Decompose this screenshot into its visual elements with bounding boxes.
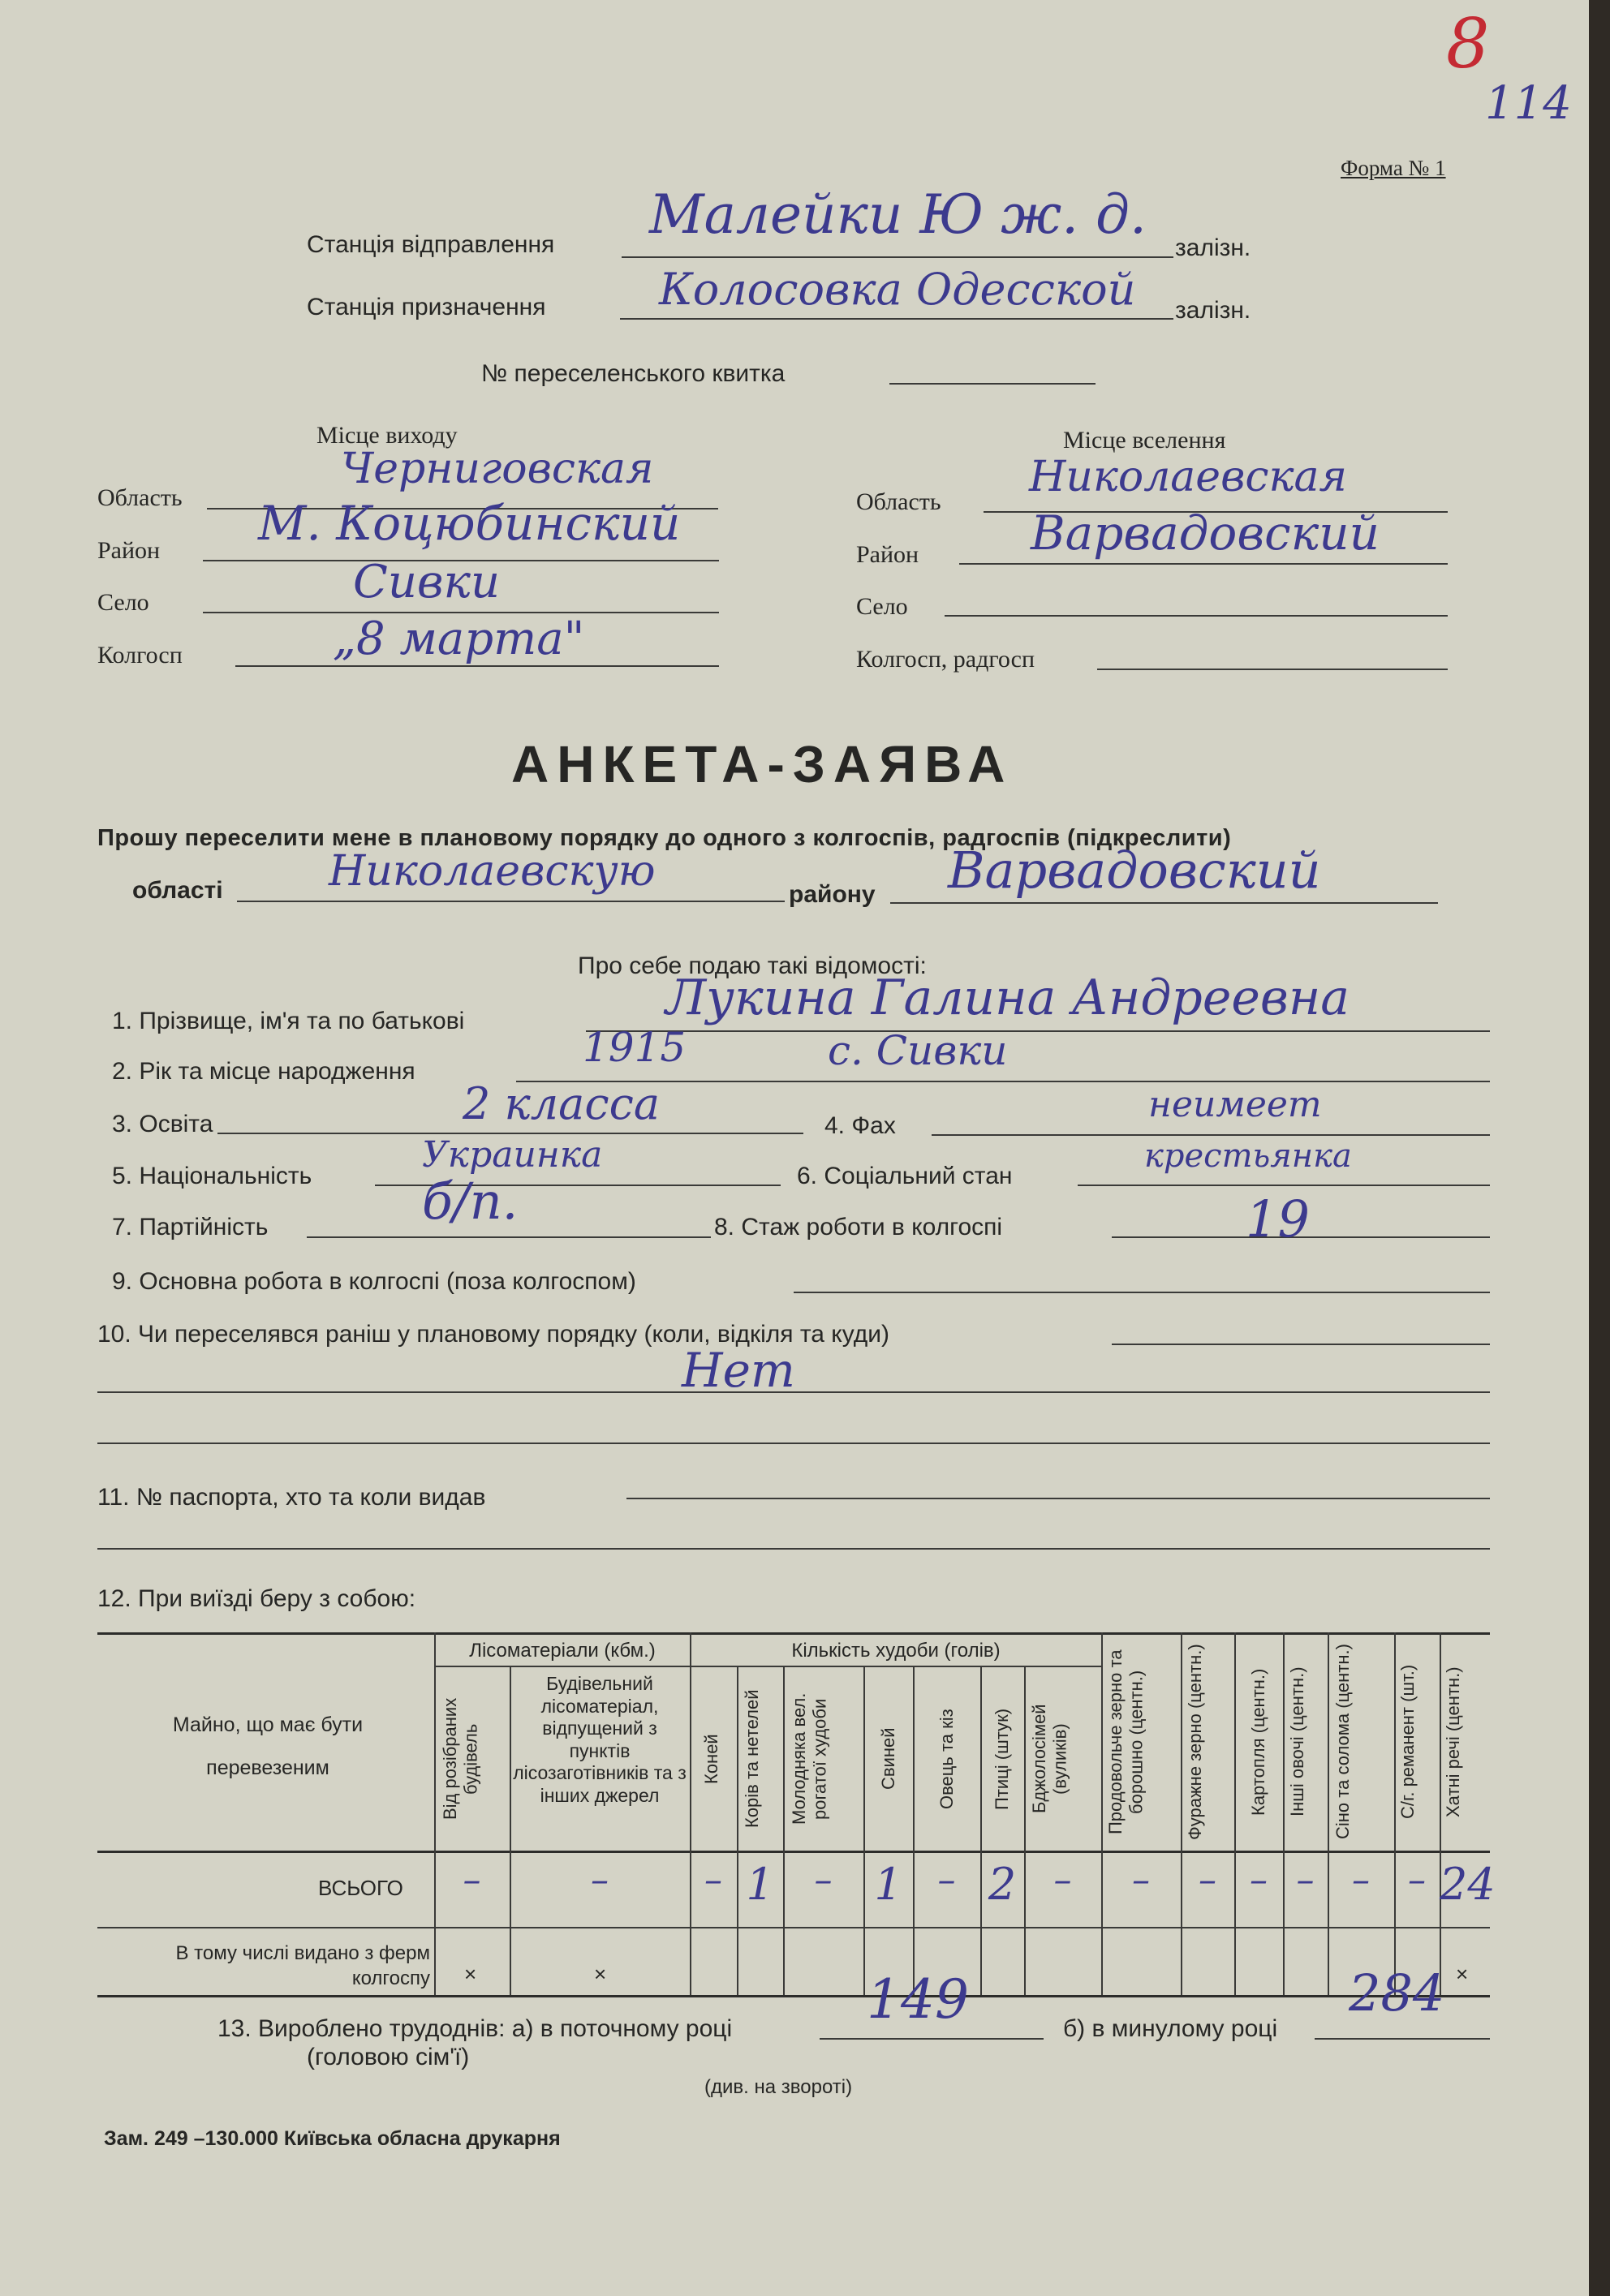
field-11-label: 11. № паспорта, хто та коли видав [97, 1484, 486, 1511]
destination-kolgosp-label: Колгосп, радгосп [856, 646, 1035, 673]
about-heading: Про себе подаю такі відомості: [578, 952, 927, 979]
col-horses: Коней [701, 1734, 721, 1784]
total-cell: 2 [988, 1859, 1017, 1910]
field-9-label: 9. Основна робота в колгоспі (поза колгоспом) [112, 1268, 636, 1295]
field-4-value: неимеет [1148, 1084, 1322, 1125]
col-grain: Продовольче зерно та борошно (центн.) [1105, 1649, 1147, 1834]
request-raion-label: району [789, 881, 876, 908]
field-5-value: Украинка [422, 1134, 603, 1176]
departure-station-value: Малейки Ю ж. д. [649, 183, 1147, 246]
destination-oblast-label: Область [856, 488, 941, 515]
field-7-value: б/п. [422, 1172, 519, 1231]
field-10-label: 10. Чи переселявся раніш у плановому порядку (коли, відкіля та куди) [97, 1321, 890, 1348]
field-2-label: 2. Рік та місце народження [112, 1058, 415, 1085]
col-household: Хатні речі (центн.) [1443, 1666, 1463, 1817]
group-timber-header: Лісоматеріали (кбм.) [469, 1640, 656, 1662]
field-3-value: 2 класса [463, 1078, 661, 1129]
total-cell: – [1352, 1860, 1370, 1901]
field-10-value: Нет [682, 1343, 795, 1398]
destination-raion-label: Район [856, 541, 919, 568]
field-2-year: 1915 [583, 1024, 687, 1071]
destination-station-suffix: залізн. [1175, 297, 1251, 324]
col-potato: Картопля (центн.) [1248, 1668, 1268, 1816]
farm-mark-household: × [1456, 1962, 1469, 1986]
form-number: Форма № 1 [1341, 156, 1446, 180]
field-7-label: 7. Партійність [112, 1214, 269, 1240]
workdays-past-label: б) в минулому році [1063, 2015, 1278, 2042]
total-cell: – [1199, 1860, 1216, 1901]
request-oblast-value: Николаевскую [329, 847, 656, 896]
col-young: Молодняка вел. рогатої худоби [789, 1692, 830, 1825]
ticket-label: № переселенського квитка [481, 360, 786, 387]
total-cell: 1 [746, 1859, 774, 1910]
group-livestock-header: Кількість худоби (голів) [791, 1640, 1001, 1662]
total-cell: – [1296, 1860, 1315, 1901]
destination-heading: Місце вселення [1063, 427, 1226, 454]
origin-oblast-label: Область [97, 484, 183, 511]
destination-station-value: Колосовка Одесской [659, 264, 1136, 315]
col-hay: Сіно та солома (центн.) [1332, 1644, 1353, 1840]
destination-oblast-value: Николаевская [1029, 453, 1347, 501]
col-birds: Птиці (штук) [992, 1708, 1012, 1810]
archive-number-blue: 114 [1485, 77, 1572, 130]
request-raion-value: Варвадовский [948, 841, 1321, 900]
field-3-label: 3. Освіта [112, 1111, 213, 1137]
total-cell: – [1053, 1860, 1072, 1901]
col-veg: Інші овочі (центн.) [1287, 1666, 1307, 1817]
destination-selo-label: Село [856, 593, 908, 620]
archive-number-red: 8 [1446, 4, 1490, 84]
col-forage: Фуражне зерно (центн.) [1185, 1644, 1205, 1840]
total-cell: – [937, 1860, 956, 1901]
total-cell: – [1408, 1860, 1426, 1901]
field-2-place: с. Сивки [828, 1027, 1008, 1074]
origin-kolgosp-label: Колгосп [97, 642, 183, 669]
total-cell: – [591, 1860, 609, 1901]
row-farm-label: В тому числі видано з ферм колгоспу [175, 1942, 430, 1990]
workdays-sub-label: (головою сім'ї) [307, 2044, 470, 2070]
request-oblast-label: області [132, 877, 223, 904]
origin-heading: Місце виходу [316, 422, 458, 449]
form-title: АНКЕТА-ЗАЯВА [511, 735, 1014, 793]
origin-kolgosp-value: „8 марта" [333, 613, 585, 665]
destination-raion-value: Варвадовский [1031, 505, 1380, 561]
origin-oblast-value: Черниговская [341, 445, 654, 493]
col-bees: Бджолосімей (вуликів) [1029, 1704, 1070, 1814]
total-cell: – [704, 1860, 722, 1901]
field-12-label: 12. При виїзді беру з собою: [97, 1585, 416, 1612]
total-cell: – [814, 1860, 833, 1901]
farm-mark-timber-houses: × [464, 1962, 477, 1986]
printer-line: Зам. 249 –130.000 Київська обласна друкарня [104, 2127, 561, 2150]
verso-note: (див. на звороті) [704, 2076, 853, 2098]
origin-selo-label: Село [97, 589, 149, 616]
origin-selo-value: Сивки [353, 556, 501, 608]
field-6-label: 6. Соціальний стан [797, 1163, 1013, 1189]
destination-station-label: Станція призначення [307, 294, 546, 320]
col-inventory: С/г. реманент (шт.) [1397, 1664, 1418, 1820]
field-8-label: 8. Стаж роботи в колгоспі [714, 1214, 1003, 1240]
field-1-label: 1. Прізвище, ім'я та по батькові [112, 1008, 465, 1034]
total-cell: – [463, 1860, 481, 1901]
field-1-value: Лукина Галина Андреевна [665, 970, 1350, 1026]
total-cell: 24 [1440, 1859, 1496, 1910]
departure-station-label: Станція відправлення [307, 231, 555, 258]
col-property-header: Майно, що має бути перевезеним [172, 1713, 364, 1779]
total-cell: – [1132, 1860, 1150, 1901]
origin-raion-value: М. Коцюбинский [258, 496, 681, 551]
total-cell: 1 [874, 1859, 902, 1910]
total-cell: – [1250, 1860, 1268, 1901]
request-line: Прошу переселити мене в плановому порядку до одного з колгоспів, радгоспів (підкреслити) [97, 825, 1232, 851]
field-5-label: 5. Національність [112, 1163, 312, 1189]
field-8-value: 19 [1246, 1189, 1310, 1249]
col-pigs: Свиней [878, 1727, 898, 1791]
workdays-current-value: 149 [867, 1968, 969, 2031]
col-timber-building: Будівельний лісоматеріал, відпущений з пунктів лісозаготівників та з інших джерел [513, 1673, 687, 1806]
col-cows: Корів та нетелей [742, 1689, 762, 1829]
field-4-label: 4. Фах [824, 1112, 896, 1139]
workdays-label: 13. Вироблено трудоднів: а) в поточному році [217, 2015, 733, 2042]
workdays-past-value: 284 [1349, 1963, 1445, 2023]
farm-mark-timber-building: × [594, 1962, 607, 1986]
col-timber-houses: Від розібраних будівель [440, 1697, 481, 1821]
departure-station-suffix: залізн. [1175, 234, 1251, 261]
origin-raion-label: Район [97, 537, 161, 564]
row-total-label: ВСЬОГО [318, 1876, 403, 1900]
scan-edge [1589, 0, 1610, 2296]
col-sheep: Овець та кіз [936, 1709, 957, 1809]
field-6-value: крестьянка [1144, 1137, 1352, 1175]
